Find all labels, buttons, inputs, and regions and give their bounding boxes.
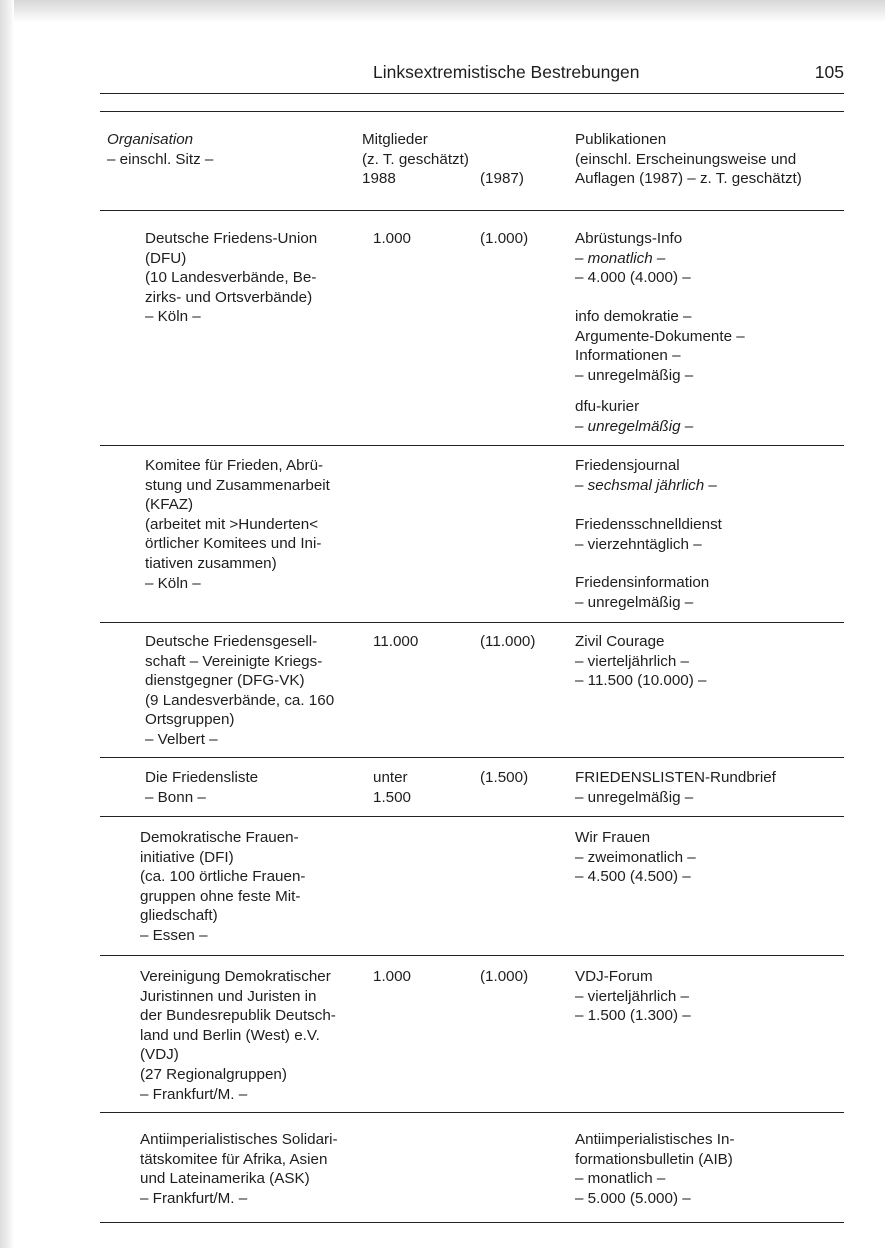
page-header — [100, 62, 844, 90]
row-6-publication-1 — [575, 967, 691, 1026]
text-line: – Frankfurt/M. – — [140, 1189, 248, 1207]
header-line: (1987) — [480, 170, 524, 187]
text-line: gruppen ohne feste Mit- — [140, 887, 301, 905]
text-line: – Essen – — [140, 926, 208, 944]
text-line: (DFU) — [145, 249, 187, 267]
text-line: – Köln – — [145, 574, 201, 592]
text-line: (VDJ) — [140, 1046, 179, 1064]
text-line: Informationen – — [575, 347, 681, 365]
text-line: (10 Landesverbände, Be- — [145, 269, 317, 287]
header-line: Auflagen (1987) – z. T. geschätzt) — [575, 170, 802, 187]
text-line: (ca. 100 örtliche Frauen- — [140, 868, 306, 886]
text-line: (27 Regionalgruppen) — [140, 1065, 287, 1083]
row-2-organisation — [145, 456, 330, 593]
column-header-year-current — [362, 169, 396, 189]
row-3-members-1988 — [373, 632, 418, 652]
column-header-year-previous — [480, 169, 524, 189]
text-line: – vierzehntäglich – — [575, 535, 702, 553]
row-divider — [100, 955, 844, 956]
row-1-members-1988 — [373, 229, 411, 249]
text-line: Argumente-Dokumente – — [575, 327, 745, 345]
scan-shadow-top — [0, 0, 885, 22]
text-line: Friedensinformation — [575, 574, 710, 591]
row-1-publication-2 — [575, 307, 745, 385]
text-line: (9 Landesverbände, ca. 160 — [145, 691, 335, 709]
text-line: – vierteljährlich – — [575, 987, 689, 1005]
row-7-organisation — [140, 1130, 338, 1208]
text-line: – Frankfurt/M. – — [140, 1085, 248, 1103]
text-line: – vierteljährlich – — [575, 652, 689, 670]
row-5-organisation — [140, 828, 305, 946]
row-divider — [100, 816, 844, 817]
text-line: (arbeitet mit >Hunderten< — [145, 515, 319, 533]
row-6-members-1987 — [480, 967, 528, 987]
header-line: Organisation — [107, 131, 194, 148]
text-line: dienstgegner (DFG-VK) — [145, 672, 305, 690]
text-line: Die Friedensliste — [145, 769, 259, 786]
text-line: unter — [373, 769, 408, 786]
text-line: (1.500) — [480, 769, 529, 786]
text-line: – 4.500 (4.500) – — [575, 868, 691, 886]
column-header-publications — [575, 130, 802, 189]
row-2-publication-3 — [575, 573, 709, 612]
text-line: (1.000) — [480, 230, 529, 247]
row-3-members-1987 — [480, 632, 535, 652]
text-line: der Bundesrepublik Deutsch- — [140, 1007, 336, 1025]
row-4-publication-1 — [575, 768, 776, 807]
text-line: 1.000 — [373, 230, 412, 247]
text-line: formationsbulletin (AIB) — [575, 1150, 733, 1168]
text-line: dfu-kurier — [575, 398, 640, 415]
text-line: (KFAZ) — [145, 496, 194, 514]
column-header-members — [362, 130, 469, 169]
text-line: Friedensschnelldienst — [575, 516, 722, 533]
text-line: tätskomitee für Afrika, Asien — [140, 1150, 328, 1168]
text-line: – 11.500 (10.000) – — [575, 672, 707, 690]
text-line: (11.000) — [480, 633, 536, 650]
header-line: 1988 — [362, 170, 396, 187]
column-header-organisation — [107, 130, 213, 169]
text-line: stung und Zusammenarbeit — [145, 476, 330, 494]
text-line: 11.000 — [373, 633, 419, 650]
text-line: 1.500 — [373, 788, 412, 806]
text-line: Zivil Courage — [575, 633, 665, 650]
text-line: 1.000 — [373, 968, 412, 985]
text-line: Deutsche Friedens-Union — [145, 230, 318, 247]
table-bottom-rule — [100, 1222, 844, 1223]
text-line: Deutsche Friedensgesell- — [145, 633, 318, 650]
text-line: – Bonn – — [145, 788, 206, 806]
table-top-rule — [100, 111, 844, 112]
text-line: zirks- und Ortsverbände) — [145, 288, 313, 306]
page-number: 105 — [814, 62, 844, 82]
row-6-organisation — [140, 967, 336, 1104]
text-line: – 4.000 (4.000) – — [575, 269, 691, 287]
row-1-members-1987 — [480, 229, 528, 249]
text-line: Juristinnen und Juristen in — [140, 987, 317, 1005]
header-line: – einschl. Sitz – — [107, 150, 214, 168]
row-1-publication-3 — [575, 397, 693, 436]
text-line: tiativen zusammen) — [145, 554, 277, 572]
header-line: Mitglieder — [362, 131, 428, 148]
text-line: Wir Frauen — [575, 829, 651, 846]
header-line: (z. T. geschätzt) — [362, 150, 469, 168]
row-4-members-1988 — [373, 768, 411, 807]
text-line: – 5.000 (5.000) – — [575, 1189, 691, 1207]
text-line: gliedschaft) — [140, 907, 218, 925]
text-line: – unregelmäßig – — [575, 788, 694, 806]
text-line: – Velbert – — [145, 730, 218, 748]
text-line: – monatlich – — [575, 1170, 666, 1188]
text-line: land und Berlin (West) e.V. — [140, 1026, 320, 1044]
row-divider — [100, 445, 844, 446]
header-line: Publikationen — [575, 131, 667, 148]
header-rule — [100, 93, 844, 94]
text-line: info demokratie – — [575, 308, 692, 325]
text-line: Abrüstungs-Info — [575, 230, 683, 247]
text-line: Demokratische Frauen- — [140, 829, 299, 846]
row-4-members-1987 — [480, 768, 528, 788]
row-1-organisation — [145, 229, 317, 327]
text-line: – Köln – — [145, 308, 201, 326]
row-2-publication-2 — [575, 515, 722, 554]
text-line: Antiimperialistisches In- — [575, 1131, 735, 1148]
row-3-organisation — [145, 632, 334, 750]
header-bottom-rule — [100, 210, 844, 211]
text-line: – unregelmäßig – — [575, 593, 694, 611]
text-line: schaft – Vereinigte Kriegs- — [145, 652, 323, 670]
text-line: – monatlich – — [575, 249, 666, 267]
text-line: – 1.500 (1.300) – — [575, 1007, 691, 1025]
row-6-members-1988 — [373, 967, 411, 987]
row-2-publication-1 — [575, 456, 717, 495]
text-line: Vereinigung Demokratischer — [140, 968, 331, 985]
text-line: – zweimonatlich – — [575, 848, 696, 866]
row-4-organisation — [145, 768, 258, 807]
row-divider — [100, 757, 844, 758]
text-line: und Lateinamerika (ASK) — [140, 1170, 310, 1188]
text-line: – sechsmal jährlich – — [575, 476, 717, 494]
text-line: Komitee für Frieden, Abrü- — [145, 457, 324, 474]
row-3-publication-1 — [575, 632, 706, 691]
header-line: (einschl. Erscheinungsweise und — [575, 150, 797, 168]
row-5-publication-1 — [575, 828, 696, 887]
row-7-publication-1 — [575, 1130, 735, 1208]
text-line: – unregelmäßig – — [575, 417, 694, 435]
text-line: Antiimperialistisches Solidari- — [140, 1131, 338, 1148]
text-line: (1.000) — [480, 968, 529, 985]
row-divider — [100, 622, 844, 623]
text-line: FRIEDENSLISTEN-Rundbrief — [575, 769, 776, 786]
text-line: örtlicher Komitees und Ini- — [145, 535, 322, 553]
text-line: Ortsgruppen) — [145, 711, 235, 729]
text-line: Friedensjournal — [575, 457, 680, 474]
page-title: Linksextremistische Bestrebungen — [373, 62, 640, 82]
text-line: initiative (DFI) — [140, 848, 234, 866]
scan-shadow-left — [0, 0, 14, 1248]
row-1-publication-1 — [575, 229, 691, 288]
text-line: – unregelmäßig – — [575, 366, 694, 384]
text-line: VDJ-Forum — [575, 968, 653, 985]
row-divider — [100, 1112, 844, 1113]
